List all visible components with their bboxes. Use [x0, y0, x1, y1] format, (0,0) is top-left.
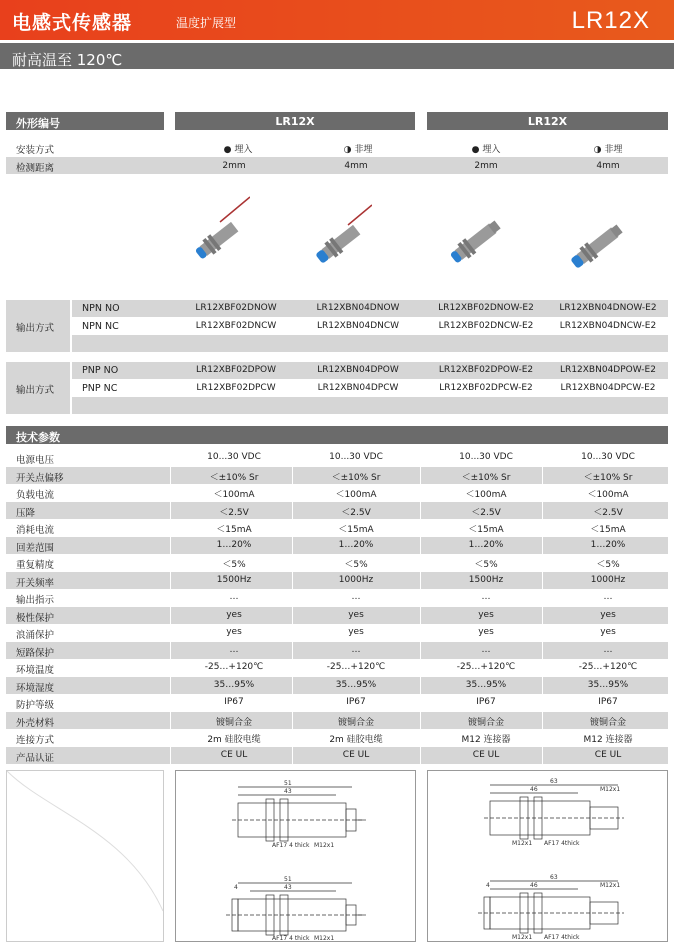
spec-label: 输出指示 — [16, 595, 55, 606]
spec-row — [6, 729, 668, 746]
spec-value: ＜5% — [474, 560, 498, 570]
output-row — [72, 362, 668, 379]
output-row — [72, 318, 668, 335]
spec-row — [6, 449, 668, 466]
model-code: LR12XBF02DPOW — [195, 365, 277, 375]
dim-note: M12x1 — [512, 934, 533, 941]
spec-value: … — [603, 644, 613, 655]
spec-value: 1000Hz — [338, 574, 374, 585]
spec-value: CE UL — [342, 749, 370, 760]
blank-panel — [6, 770, 164, 942]
spec-label: 电源电压 — [16, 455, 55, 466]
mount-value: ◑ 非埋 — [343, 145, 373, 155]
model-code: LR12XBF02DPOW-E2 — [438, 365, 534, 375]
spec-value: 1500Hz — [216, 574, 252, 585]
spec-value: ＜2.5V — [219, 507, 249, 518]
spec-value: 10...30 VDC — [459, 452, 513, 462]
spec-value: CE UL — [472, 749, 500, 760]
spec-value: … — [351, 644, 361, 655]
spec-value: 10...30 VDC — [207, 452, 261, 462]
model-code: LR12XBN04DNOW — [316, 303, 400, 313]
page-header — [0, 0, 674, 40]
dim-note: M12x1 — [600, 786, 621, 793]
spec-value: 1000Hz — [590, 574, 626, 585]
spec-value: IP67 — [224, 697, 244, 707]
model-code: LR12XBF02DNCW — [195, 321, 277, 331]
spec-value: ＜15mA — [338, 525, 374, 535]
spec-value: ＜±10% Sr — [461, 472, 511, 483]
model-code: LR12XBF02DNOW — [195, 303, 277, 313]
mount-row — [6, 139, 668, 156]
spec-row — [6, 677, 668, 694]
output-type: PNP NO — [82, 365, 119, 376]
spec-row — [6, 537, 668, 554]
spec-value: 1…20% — [468, 539, 504, 550]
dim-label: 46 — [530, 786, 538, 793]
spec-label: 压降 — [16, 507, 36, 519]
spec-value: … — [229, 644, 239, 655]
dim-note: AF17 4thick — [544, 840, 580, 847]
output-row — [72, 380, 668, 397]
spec-value: … — [481, 592, 491, 602]
distance-label: 检测距离 — [16, 163, 55, 174]
spec-value: yes — [600, 627, 616, 637]
spec-value: 2m 硅胶电缆 — [207, 735, 261, 745]
spec-value: 10...30 VDC — [329, 452, 383, 462]
spec-value: ＜15mA — [216, 525, 252, 535]
spec-label: 负载电流 — [16, 490, 55, 501]
spec-value: M12 连接器 — [583, 735, 633, 745]
dim-label: 51 — [284, 780, 292, 787]
spec-value: ＜2.5V — [341, 507, 371, 518]
mount-value: ◑ 非埋 — [593, 145, 623, 155]
model-code: LR12XBF02DNOW-E2 — [438, 303, 534, 313]
model-code: LR12XBN04DNOW-E2 — [559, 303, 657, 313]
product-image — [567, 200, 627, 280]
model-title: LR12X — [571, 7, 650, 34]
spec-label: 防护等级 — [16, 700, 55, 711]
spec-value: ＜100mA — [587, 490, 629, 500]
spec-value: ＜2.5V — [471, 507, 501, 518]
spec-value: yes — [600, 609, 616, 620]
page-subtitle: 温度扩展型 — [176, 16, 237, 30]
product-image — [312, 195, 372, 275]
spec-value: 镀铜合金 — [467, 717, 504, 728]
model-code: LR12XBN04DNCW-E2 — [559, 321, 657, 331]
spec-value: ＜±10% Sr — [209, 472, 259, 483]
spec-value: CE UL — [220, 749, 248, 760]
feature-band: 耐高温至 120℃ — [0, 43, 674, 69]
model-code: LR12XBF02DPCW — [196, 383, 276, 393]
spec-row — [6, 747, 668, 764]
spec-value: yes — [478, 627, 494, 637]
dim-note: M12x1 — [314, 935, 335, 941]
spec-row — [6, 519, 668, 536]
spec-row — [6, 484, 668, 501]
spec-value: -25…+120℃ — [204, 662, 264, 672]
distance-value: 4mm — [596, 161, 620, 171]
spec-value: ＜5% — [222, 560, 246, 570]
model-code: LR12XBN04DPOW-E2 — [560, 365, 656, 375]
spec-row — [6, 642, 668, 659]
spec-row — [6, 572, 668, 589]
spec-value: ＜15mA — [590, 525, 626, 535]
spec-value: … — [351, 592, 361, 602]
distance-value: 2mm — [474, 161, 498, 171]
output-row — [72, 300, 668, 317]
model-code: LR12XBN04DNCW — [316, 321, 400, 331]
spec-value: -25…+120℃ — [326, 662, 386, 672]
model-code: LR12XBN04DPOW — [317, 365, 399, 375]
spec-value: 1…20% — [216, 539, 252, 550]
spec-value: 1…20% — [590, 539, 626, 550]
spec-value: ＜5% — [344, 560, 368, 570]
spec-row — [6, 502, 668, 519]
spec-value: 镀铜合金 — [215, 717, 252, 728]
model-code: LR12XBF02DPCW-E2 — [439, 383, 533, 393]
spec-label: 开关点偏移 — [16, 472, 64, 484]
spec-value: ＜15mA — [468, 525, 504, 535]
spec-label: 短路保护 — [16, 647, 55, 659]
spec-label: 环境湿度 — [16, 682, 55, 694]
spec-label: 重复精度 — [16, 560, 55, 571]
spec-row — [6, 624, 668, 641]
model-code: LR12XBF02DNCW-E2 — [438, 321, 534, 331]
dim-note: M12x1 — [600, 882, 621, 889]
spec-label: 极性保护 — [16, 612, 55, 624]
spec-value: ＜100mA — [335, 490, 377, 500]
output-label-block — [6, 362, 70, 414]
spec-row — [6, 467, 668, 484]
spec-row — [6, 607, 668, 624]
dim-note: AF17 4 thick — [272, 935, 310, 941]
spec-label: 环境温度 — [16, 665, 55, 676]
dim-label: 4 — [234, 884, 238, 891]
distance-row — [6, 157, 668, 174]
spec-label: 产品认证 — [16, 752, 55, 764]
spec-row — [6, 659, 668, 676]
spec-value: 35…95% — [465, 679, 507, 690]
spec-value: ＜100mA — [465, 490, 507, 500]
spec-value: yes — [226, 627, 242, 637]
spec-value: 10...30 VDC — [581, 452, 635, 462]
dim-label: 43 — [284, 884, 292, 891]
mount-label: 安装方式 — [16, 145, 55, 156]
spec-value: 镀铜合金 — [589, 717, 626, 728]
spec-label: 外壳材料 — [16, 717, 55, 729]
shape-label: 外形编号 — [6, 112, 164, 130]
spec-value: IP67 — [598, 697, 618, 707]
spec-value: ＜100mA — [213, 490, 255, 500]
output-type: PNP NC — [82, 383, 118, 394]
output-type: NPN NC — [82, 321, 119, 332]
spec-value: ＜±10% Sr — [331, 472, 381, 483]
dim-note: AF17 4thick — [544, 934, 580, 941]
spec-value: ＜2.5V — [593, 507, 623, 518]
dim-label: 46 — [530, 882, 538, 889]
dim-label: 43 — [284, 788, 292, 795]
dimension-drawing — [175, 770, 416, 942]
spec-value: 1…20% — [338, 539, 374, 550]
spec-row — [6, 589, 668, 606]
spec-row — [6, 554, 668, 571]
spec-value: yes — [348, 609, 364, 620]
mount-value: ● 埋入 — [223, 145, 253, 155]
spec-value: -25…+120℃ — [456, 662, 516, 672]
spec-value: … — [229, 592, 239, 602]
specs-title: 技术参数 — [6, 426, 668, 444]
spec-row — [6, 712, 668, 729]
distance-value: 4mm — [344, 161, 368, 171]
dim-label: 63 — [550, 874, 558, 881]
output-label: 输出方式 — [16, 323, 55, 334]
spec-label: 浪涌保护 — [16, 630, 55, 641]
model-code: LR12XBN04DPCW-E2 — [560, 383, 656, 393]
dim-note: AF17 4 thick — [272, 842, 310, 849]
spec-label: 开关频率 — [16, 577, 55, 589]
spec-value: 35…95% — [587, 679, 629, 690]
product-image — [445, 196, 505, 276]
output-type: NPN NO — [82, 303, 120, 314]
spec-value: 2m 硅胶电缆 — [329, 735, 383, 745]
product-image — [190, 192, 250, 272]
group1-model: LR12X — [175, 112, 415, 130]
output-label-block — [6, 300, 70, 352]
spec-value: -25…+120℃ — [578, 662, 638, 672]
group2-model: LR12X — [427, 112, 668, 130]
spec-value: … — [481, 644, 491, 655]
spec-value: IP67 — [346, 697, 366, 707]
spec-value: IP67 — [476, 697, 496, 707]
dim-note: M12x1 — [314, 842, 335, 849]
distance-value: 2mm — [222, 161, 246, 171]
spec-value: 35…95% — [335, 679, 377, 690]
spec-value: CE UL — [594, 749, 622, 760]
spec-value: yes — [348, 627, 364, 637]
spec-value: ＜5% — [596, 560, 620, 570]
spec-value: 1500Hz — [468, 574, 504, 585]
output-label: 输出方式 — [16, 385, 55, 396]
dimension-drawing — [427, 770, 668, 942]
page-title: 电感式传感器 — [12, 12, 133, 34]
spec-value: yes — [226, 609, 242, 620]
spec-label: 消耗电流 — [16, 525, 55, 536]
dim-label: 63 — [550, 778, 558, 785]
spec-row — [6, 694, 668, 711]
spec-value: 镀铜合金 — [337, 717, 374, 728]
spec-value: M12 连接器 — [461, 735, 511, 745]
spec-label: 连接方式 — [16, 735, 55, 746]
mount-value: ● 埋入 — [471, 145, 501, 155]
dim-note: M12x1 — [512, 840, 533, 847]
spec-value: ＜±10% Sr — [583, 472, 633, 483]
spec-label: 回差范围 — [16, 542, 55, 554]
dim-label: 4 — [486, 882, 490, 889]
spec-value: 35…95% — [213, 679, 255, 690]
dim-label: 51 — [284, 876, 292, 883]
spec-value: … — [603, 592, 613, 602]
spec-value: yes — [478, 609, 494, 620]
model-code: LR12XBN04DPCW — [317, 383, 399, 393]
